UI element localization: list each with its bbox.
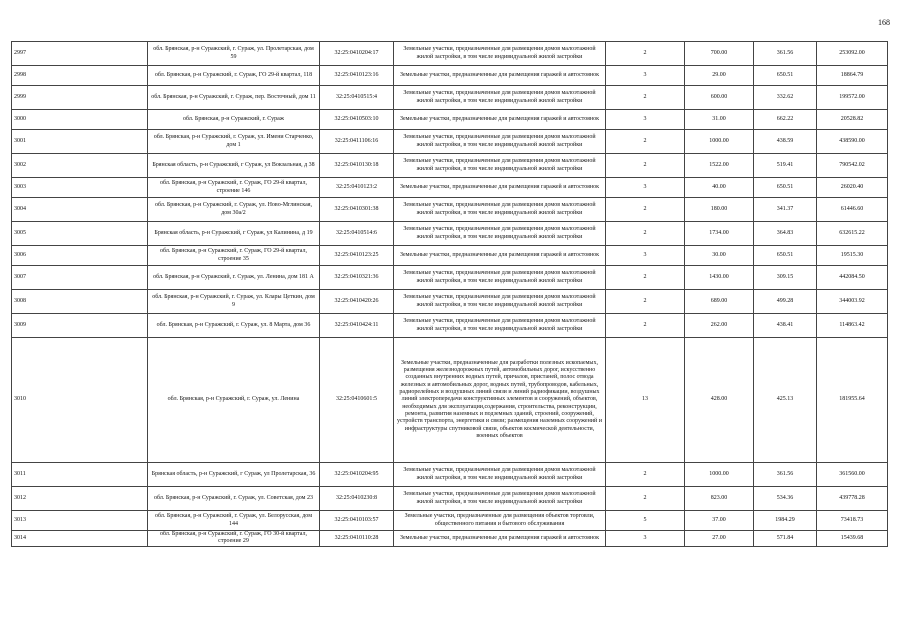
use-group-cell: 2 bbox=[606, 314, 685, 338]
cadastral-number-cell: 32:25:0410110:28 bbox=[320, 531, 394, 547]
cadastral-value-cell: 18864.79 bbox=[817, 66, 888, 86]
table-row bbox=[12, 222, 888, 246]
specific-value-cell: 534.36 bbox=[754, 487, 817, 511]
table-row bbox=[12, 130, 888, 154]
cadastral-number-cell: 32:25:0410123:25 bbox=[320, 246, 394, 266]
row-number-cell: 3012 bbox=[12, 487, 148, 511]
cadastral-number-cell: 32:25:0410321:36 bbox=[320, 266, 394, 290]
row-number-cell: 3008 bbox=[12, 290, 148, 314]
table-row bbox=[12, 154, 888, 178]
use-group-cell: 3 bbox=[606, 66, 685, 86]
use-group-cell: 2 bbox=[606, 42, 685, 66]
specific-value-cell: 361.56 bbox=[754, 463, 817, 487]
land-use-cell: Земельные участки, предназначенные для размещения домов малоэтажной жилой застройки, в том числе индивидуальной жилой застройки bbox=[394, 314, 606, 338]
cadastral-value-cell: 19515.30 bbox=[817, 246, 888, 266]
cadastral-value-cell: 114863.42 bbox=[817, 314, 888, 338]
area-cell: 37.00 bbox=[685, 511, 754, 531]
address-cell: Брянская область, р-н Суражский, г Сураж, ул Вокзальная, д 38 bbox=[148, 154, 320, 178]
use-group-cell: 5 bbox=[606, 511, 685, 531]
land-use-cell: Земельные участки, предназначенные для разработки полезных ископаемых, размещения железнодорожных путей, автомобильных дорог, искусственно созданных внутренних водных путей, причалов, пристаней, полос отвода железных и автомобильных дорог, водных путей, трубопроводов, кабельных, радиорелейных и воздушных линий связи и линий радиофикации, воздушных линий электропередачи конструктивных элементов и сооружений, объектов, необходимых для эксплуатации,содержания, строительства, реконструкции, ремонта, развития наземных и подземных зданий, строений, сооружений, устройств транспорта, энергетики и связи; размещения наземных сооружений и инфраструктуры спутниковой связи, объектов космической деятельности, военных объектов bbox=[394, 338, 606, 463]
cadastral-number-cell: 32:25:0410123:2 bbox=[320, 178, 394, 198]
use-group-cell: 2 bbox=[606, 198, 685, 222]
area-cell: 600.00 bbox=[685, 86, 754, 110]
cadastral-value-cell: 344003.92 bbox=[817, 290, 888, 314]
cadastral-number-cell: 32:25:0411106:16 bbox=[320, 130, 394, 154]
address-cell: обл. Брянская, р-н Суражский, г. Сураж, пер. Восточный, дом 11 bbox=[148, 86, 320, 110]
row-number-cell: 3005 bbox=[12, 222, 148, 246]
land-registry-table bbox=[11, 41, 888, 547]
address-cell: обл. Брянская, р-н Суражский, г. Сураж, ул. Белорусская, дом 144 bbox=[148, 511, 320, 531]
land-use-cell: Земельные участки, предназначенные для размещения домов малоэтажной жилой застройки, в том числе индивидуальной жилой застройки bbox=[394, 130, 606, 154]
cadastral-number-cell: 32:25:0410103:57 bbox=[320, 511, 394, 531]
table-row bbox=[12, 198, 888, 222]
specific-value-cell: 499.28 bbox=[754, 290, 817, 314]
use-group-cell: 3 bbox=[606, 178, 685, 198]
row-number-cell: 3000 bbox=[12, 110, 148, 130]
specific-value-cell: 662.22 bbox=[754, 110, 817, 130]
land-use-cell: Земельные участки, предназначенные для размещения домов малоэтажной жилой застройки, в том числе индивидуальной жилой застройки bbox=[394, 42, 606, 66]
cadastral-value-cell: 253092.00 bbox=[817, 42, 888, 66]
cadastral-number-cell: 32:25:0410123:16 bbox=[320, 66, 394, 86]
cadastral-number-cell: 32:25:0410515:4 bbox=[320, 86, 394, 110]
area-cell: 823.00 bbox=[685, 487, 754, 511]
land-use-cell: Земельные участки, предназначенные для размещения гаражей и автостоянок bbox=[394, 110, 606, 130]
table-row bbox=[12, 86, 888, 110]
table-row bbox=[12, 110, 888, 130]
row-number-cell: 3004 bbox=[12, 198, 148, 222]
area-cell: 262.00 bbox=[685, 314, 754, 338]
cadastral-number-cell: 32:25:0410301:38 bbox=[320, 198, 394, 222]
cadastral-value-cell: 439778.28 bbox=[817, 487, 888, 511]
row-number-cell: 3013 bbox=[12, 511, 148, 531]
use-group-cell: 2 bbox=[606, 222, 685, 246]
table-row bbox=[12, 266, 888, 290]
cadastral-value-cell: 61446.60 bbox=[817, 198, 888, 222]
use-group-cell: 2 bbox=[606, 266, 685, 290]
area-cell: 27.00 bbox=[685, 531, 754, 547]
specific-value-cell: 1984.29 bbox=[754, 511, 817, 531]
use-group-cell: 2 bbox=[606, 290, 685, 314]
cadastral-number-cell: 32:25:0410424:11 bbox=[320, 314, 394, 338]
address-cell: обл. Брянская, р-н Суражский, г. Сураж, ул. 8 Марта, дом 36 bbox=[148, 314, 320, 338]
land-use-cell: Земельные участки, предназначенные для размещения домов малоэтажной жилой застройки, в том числе индивидуальной жилой застройки bbox=[394, 290, 606, 314]
row-number-cell: 3007 bbox=[12, 266, 148, 290]
specific-value-cell: 519.41 bbox=[754, 154, 817, 178]
specific-value-cell: 650.51 bbox=[754, 246, 817, 266]
table-row bbox=[12, 463, 888, 487]
area-cell: 689.00 bbox=[685, 290, 754, 314]
cadastral-value-cell: 15439.68 bbox=[817, 531, 888, 547]
address-cell: обл. Брянская, р-н Суражский, г. Сураж, ГО 29-й квартал, строение 35 bbox=[148, 246, 320, 266]
address-cell: обл. Брянская, р-н Суражский, г. Сураж, ул. Ленина bbox=[148, 338, 320, 463]
page-number: 168 bbox=[878, 18, 890, 27]
land-use-cell: Земельные участки, предназначенные для размещения гаражей и автостоянок bbox=[394, 178, 606, 198]
specific-value-cell: 309.15 bbox=[754, 266, 817, 290]
table-row bbox=[12, 487, 888, 511]
area-cell: 40.00 bbox=[685, 178, 754, 198]
address-cell: обл. Брянская, р-н Суражский, г. Сураж, ул. Советская, дом 23 bbox=[148, 487, 320, 511]
land-use-cell: Земельные участки, предназначенные для размещения домов малоэтажной жилой застройки, в том числе индивидуальной жилой застройки bbox=[394, 222, 606, 246]
cadastral-number-cell: 32:25:0410601:5 bbox=[320, 338, 394, 463]
area-cell: 700.00 bbox=[685, 42, 754, 66]
area-cell: 1734.00 bbox=[685, 222, 754, 246]
address-cell: обл. Брянская, р-н Суражский, г. Сураж bbox=[148, 110, 320, 130]
land-use-cell: Земельные участки, предназначенные для размещения домов малоэтажной жилой застройки, в том числе индивидуальной жилой застройки bbox=[394, 266, 606, 290]
specific-value-cell: 650.51 bbox=[754, 178, 817, 198]
land-use-cell: Земельные участки, предназначенные для размещения гаражей и автостоянок bbox=[394, 531, 606, 547]
cadastral-value-cell: 442084.50 bbox=[817, 266, 888, 290]
use-group-cell: 3 bbox=[606, 531, 685, 547]
row-number-cell: 3001 bbox=[12, 130, 148, 154]
area-cell: 30.00 bbox=[685, 246, 754, 266]
area-cell: 29.00 bbox=[685, 66, 754, 86]
table-body bbox=[12, 42, 888, 547]
row-number-cell: 2998 bbox=[12, 66, 148, 86]
table-row bbox=[12, 290, 888, 314]
table-row bbox=[12, 246, 888, 266]
row-number-cell: 3006 bbox=[12, 246, 148, 266]
area-cell: 428.00 bbox=[685, 338, 754, 463]
land-use-cell: Земельные участки, предназначенные для размещения домов малоэтажной жилой застройки, в том числе индивидуальной жилой застройки bbox=[394, 463, 606, 487]
row-number-cell: 3009 bbox=[12, 314, 148, 338]
specific-value-cell: 364.83 bbox=[754, 222, 817, 246]
table-row bbox=[12, 338, 888, 463]
address-cell: обл. Брянская, р-н Суражский, г. Сураж, ГО 29-й квартал, строение 146 bbox=[148, 178, 320, 198]
cadastral-number-cell: 32:25:0410503:10 bbox=[320, 110, 394, 130]
address-cell: обл. Брянская, р-н Суражский, г. Сураж, ГО 30-й квартал, строение 29 bbox=[148, 531, 320, 547]
specific-value-cell: 332.62 bbox=[754, 86, 817, 110]
cadastral-number-cell: 32:25:0410514:6 bbox=[320, 222, 394, 246]
table-row bbox=[12, 314, 888, 338]
land-use-cell: Земельные участки, предназначенные для размещения объектов торговли, общественного питания и бытового обслуживания bbox=[394, 511, 606, 531]
cadastral-number-cell: 32:25:0410420:26 bbox=[320, 290, 394, 314]
specific-value-cell: 571.84 bbox=[754, 531, 817, 547]
use-group-cell: 2 bbox=[606, 154, 685, 178]
cadastral-value-cell: 790542.02 bbox=[817, 154, 888, 178]
land-use-cell: Земельные участки, предназначенные для размещения гаражей и автостоянок bbox=[394, 246, 606, 266]
use-group-cell: 2 bbox=[606, 130, 685, 154]
use-group-cell: 3 bbox=[606, 110, 685, 130]
specific-value-cell: 341.37 bbox=[754, 198, 817, 222]
row-number-cell: 3011 bbox=[12, 463, 148, 487]
cadastral-value-cell: 632615.22 bbox=[817, 222, 888, 246]
address-cell: обл. Брянская, р-н Суражский, г. Сураж, ГО 29-й квартал, 118 bbox=[148, 66, 320, 86]
cadastral-value-cell: 26020.40 bbox=[817, 178, 888, 198]
specific-value-cell: 650.51 bbox=[754, 66, 817, 86]
cadastral-value-cell: 361560.00 bbox=[817, 463, 888, 487]
use-group-cell: 13 bbox=[606, 338, 685, 463]
land-use-cell: Земельные участки, предназначенные для размещения домов малоэтажной жилой застройки, в том числе индивидуальной жилой застройки bbox=[394, 154, 606, 178]
address-cell: обл. Брянская, р-н Суражский, г. Сураж, ул. Пролетарская, дом 59 bbox=[148, 42, 320, 66]
area-cell: 1000.00 bbox=[685, 130, 754, 154]
area-cell: 1522.00 bbox=[685, 154, 754, 178]
table-row bbox=[12, 42, 888, 66]
use-group-cell: 2 bbox=[606, 86, 685, 110]
address-cell: обл. Брянская, р-н Суражский, г. Сураж, ул. Ленина, дом 181 А bbox=[148, 266, 320, 290]
specific-value-cell: 425.13 bbox=[754, 338, 817, 463]
address-cell: Брянская область, р-н Суражский, г Сураж, ул Пролетарская, 36 bbox=[148, 463, 320, 487]
land-use-cell: Земельные участки, предназначенные для размещения домов малоэтажной жилой застройки, в том числе индивидуальной жилой застройки bbox=[394, 198, 606, 222]
row-number-cell: 3014 bbox=[12, 531, 148, 547]
address-cell: обл. Брянская, р-н Суражский, г. Сураж, ул. Ново-Мглинская, дом 30а/2 bbox=[148, 198, 320, 222]
row-number-cell: 2999 bbox=[12, 86, 148, 110]
area-cell: 1000.00 bbox=[685, 463, 754, 487]
cadastral-value-cell: 199572.00 bbox=[817, 86, 888, 110]
specific-value-cell: 438.59 bbox=[754, 130, 817, 154]
land-use-cell: Земельные участки, предназначенные для размещения домов малоэтажной жилой застройки, в том числе индивидуальной жилой застройки bbox=[394, 86, 606, 110]
specific-value-cell: 438.41 bbox=[754, 314, 817, 338]
area-cell: 1430.00 bbox=[685, 266, 754, 290]
row-number-cell: 3010 bbox=[12, 338, 148, 463]
address-cell: обл. Брянская, р-н Суражский, г. Сураж, ул. Имени Старченко, дом 1 bbox=[148, 130, 320, 154]
table-row bbox=[12, 511, 888, 531]
land-use-cell: Земельные участки, предназначенные для размещения гаражей и автостоянок bbox=[394, 66, 606, 86]
use-group-cell: 2 bbox=[606, 487, 685, 511]
table-row bbox=[12, 178, 888, 198]
cadastral-value-cell: 73418.73 bbox=[817, 511, 888, 531]
table-row bbox=[12, 531, 888, 547]
address-cell: Брянская область, р-н Суражский, г Сураж, ул Калинина, д 19 bbox=[148, 222, 320, 246]
specific-value-cell: 361.56 bbox=[754, 42, 817, 66]
row-number-cell: 2997 bbox=[12, 42, 148, 66]
cadastral-value-cell: 181955.64 bbox=[817, 338, 888, 463]
cadastral-number-cell: 32:25:0410230:8 bbox=[320, 487, 394, 511]
table-row bbox=[12, 66, 888, 86]
land-use-cell: Земельные участки, предназначенные для размещения домов малоэтажной жилой застройки, в том числе индивидуальной жилой застройки bbox=[394, 487, 606, 511]
area-cell: 31.00 bbox=[685, 110, 754, 130]
row-number-cell: 3003 bbox=[12, 178, 148, 198]
cadastral-value-cell: 20528.82 bbox=[817, 110, 888, 130]
area-cell: 180.00 bbox=[685, 198, 754, 222]
cadastral-number-cell: 32:25:0410204:17 bbox=[320, 42, 394, 66]
cadastral-number-cell: 32:25:0410204:95 bbox=[320, 463, 394, 487]
cadastral-value-cell: 438590.00 bbox=[817, 130, 888, 154]
use-group-cell: 3 bbox=[606, 246, 685, 266]
row-number-cell: 3002 bbox=[12, 154, 148, 178]
address-cell: обл. Брянская, р-н Суражский, г. Сураж, ул. Клары Цеткин, дом 9 bbox=[148, 290, 320, 314]
cadastral-number-cell: 32:25:0410130:18 bbox=[320, 154, 394, 178]
use-group-cell: 2 bbox=[606, 463, 685, 487]
